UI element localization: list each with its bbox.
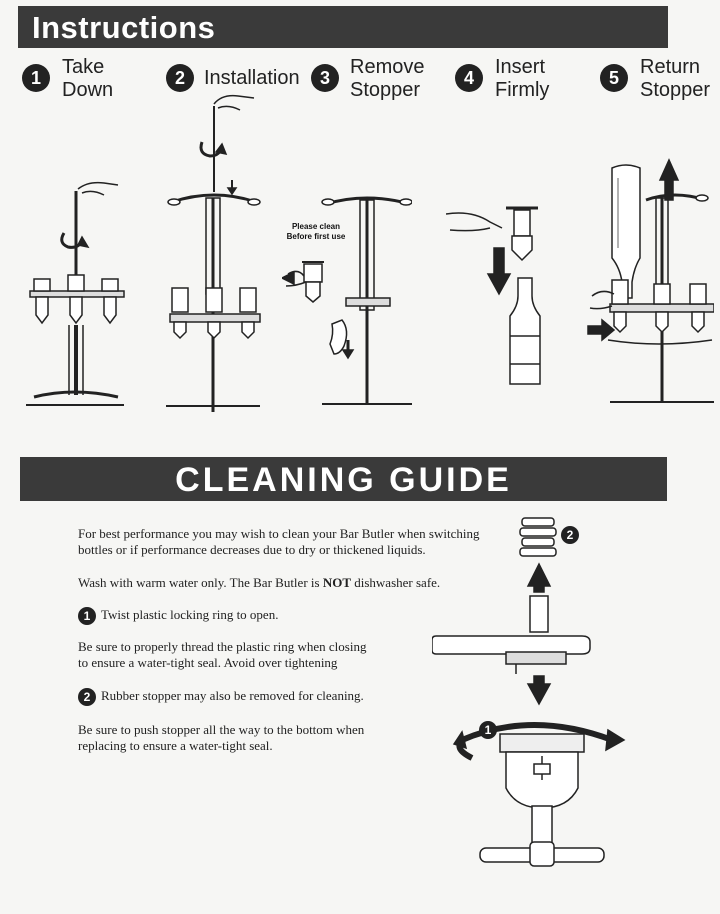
step-4-number: 4 xyxy=(455,64,483,92)
step-3-stand-illustration xyxy=(282,190,412,412)
step-5-number: 5 xyxy=(600,64,628,92)
item-2-number: 2 xyxy=(78,688,96,706)
cleaning-guide-banner xyxy=(20,457,667,501)
step-2-label-line1: Installation xyxy=(204,67,300,89)
step-1-label-line1: Take xyxy=(62,56,105,78)
wash-warning xyxy=(78,575,440,591)
step-5-stand-illustration xyxy=(586,158,714,410)
item-2-detail-line-2: replacing to ensure a water-tight seal. xyxy=(78,738,273,753)
step-5-label-line2: Stopper xyxy=(640,79,711,101)
cleaning-item-2-detail xyxy=(78,722,364,754)
step-4-insert-illustration xyxy=(446,196,556,396)
note-line-2: Before first use xyxy=(286,232,346,241)
step-4-label-line2: Firmly xyxy=(495,79,550,101)
item-2-detail-line-1: Be sure to push stopper all the way to the bottom when xyxy=(78,722,365,737)
item-1-text: Twist plastic locking ring to open. xyxy=(101,607,279,622)
note-line-1: Please clean xyxy=(291,222,341,231)
instructions-title: Instructions xyxy=(32,10,216,45)
cleaning-item-1-detail xyxy=(78,639,366,671)
step-5-label-line1: Return xyxy=(640,56,701,78)
diagram-badge-2: 2 xyxy=(561,526,579,544)
step-1-number: 1 xyxy=(22,64,50,92)
step-3-label-line2: Stopper xyxy=(350,79,421,101)
item-2-text: Rubber stopper may also be removed for cleaning. xyxy=(101,688,364,703)
step-1-label-line2: Down xyxy=(62,79,114,101)
wash-prefix: Wash with warm water only. The Bar Butler is xyxy=(78,575,323,590)
instructions-banner xyxy=(18,6,668,48)
item-1-detail-line-2: to ensure a water-tight seal. Avoid over tightening xyxy=(78,655,338,670)
wash-suffix: dishwasher safe. xyxy=(351,575,441,590)
step-4-label-line1: Insert xyxy=(495,56,546,78)
cleaning-item-2 xyxy=(78,688,364,706)
step-3-number: 3 xyxy=(311,64,339,92)
step-2-stand-illustration xyxy=(160,92,270,412)
cleaning-item-1 xyxy=(78,607,278,625)
cleaning-intro-paragraph xyxy=(78,526,479,558)
diagram-badge-1: 1 xyxy=(479,721,497,739)
step-3-label-line1: Remove xyxy=(350,56,425,78)
item-1-number: 1 xyxy=(78,607,96,625)
step-2-number: 2 xyxy=(166,64,194,92)
item-1-detail-line-1: Be sure to properly thread the plastic ring when closing xyxy=(78,639,367,654)
intro-line-1: For best performance you may wish to clean your Bar Butler when switching xyxy=(78,526,480,541)
intro-line-2: bottles or if performance decreases due to dry or thickened liquids. xyxy=(78,542,426,557)
step-1-stand-illustration xyxy=(20,175,130,410)
wash-not-emphasis: NOT xyxy=(322,575,351,590)
cleaning-guide-title: CLEANING GUIDE xyxy=(175,461,512,499)
dispenser-disassembly-diagram xyxy=(432,512,632,874)
